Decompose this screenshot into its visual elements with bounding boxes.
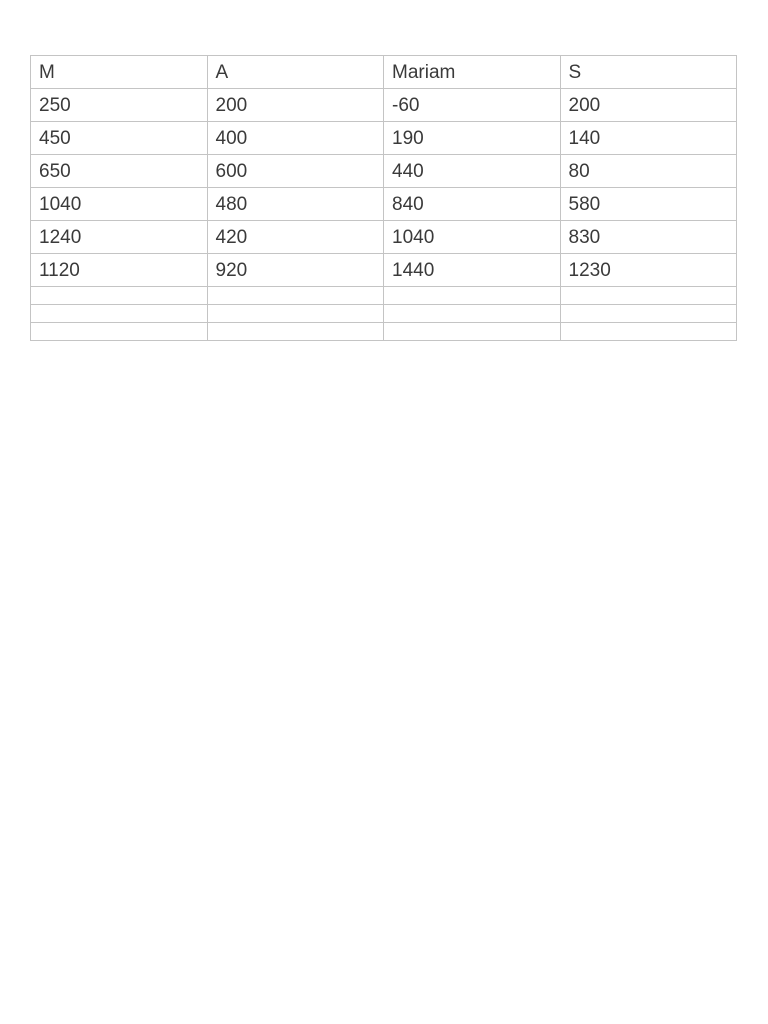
empty-table-cell[interactable] bbox=[31, 287, 208, 305]
table-cell[interactable]: 200 bbox=[207, 89, 384, 122]
table-row bbox=[31, 221, 737, 254]
empty-table-cell[interactable] bbox=[560, 287, 737, 305]
table-row bbox=[31, 122, 737, 155]
table-header-cell-s[interactable]: S bbox=[560, 56, 737, 89]
table-row bbox=[31, 89, 737, 122]
table-cell[interactable]: 840 bbox=[384, 188, 561, 221]
table-header-row bbox=[31, 56, 737, 89]
table-cell[interactable]: 480 bbox=[207, 188, 384, 221]
table-cell[interactable]: -60 bbox=[384, 89, 561, 122]
table-header-cell-m[interactable]: M bbox=[31, 56, 208, 89]
empty-table-cell[interactable] bbox=[384, 323, 561, 341]
table-cell[interactable]: 1120 bbox=[31, 254, 208, 287]
table-cell[interactable]: 1240 bbox=[31, 221, 208, 254]
table-cell[interactable]: 250 bbox=[31, 89, 208, 122]
table-cell[interactable]: 1040 bbox=[384, 221, 561, 254]
table-row bbox=[31, 188, 737, 221]
table-cell[interactable]: 80 bbox=[560, 155, 737, 188]
empty-table-cell[interactable] bbox=[384, 287, 561, 305]
empty-table-row bbox=[31, 323, 737, 341]
table-cell[interactable]: 1040 bbox=[31, 188, 208, 221]
table-cell[interactable]: 440 bbox=[384, 155, 561, 188]
table-cell[interactable]: 1230 bbox=[560, 254, 737, 287]
empty-table-cell[interactable] bbox=[560, 305, 737, 323]
empty-table-cell[interactable] bbox=[384, 305, 561, 323]
empty-table-cell[interactable] bbox=[207, 305, 384, 323]
empty-table-cell[interactable] bbox=[31, 323, 208, 341]
table-cell[interactable]: 580 bbox=[560, 188, 737, 221]
empty-table-cell[interactable] bbox=[207, 323, 384, 341]
table-header-cell-a[interactable]: A bbox=[207, 56, 384, 89]
table-cell[interactable]: 1440 bbox=[384, 254, 561, 287]
table-cell[interactable]: 190 bbox=[384, 122, 561, 155]
table-cell[interactable]: 140 bbox=[560, 122, 737, 155]
table-header-cell-mariam[interactable]: Mariam bbox=[384, 56, 561, 89]
table-cell[interactable]: 650 bbox=[31, 155, 208, 188]
table-row bbox=[31, 254, 737, 287]
table-cell[interactable]: 400 bbox=[207, 122, 384, 155]
table-cell[interactable]: 600 bbox=[207, 155, 384, 188]
table-cell[interactable]: 200 bbox=[560, 89, 737, 122]
empty-table-row bbox=[31, 287, 737, 305]
table-cell[interactable]: 920 bbox=[207, 254, 384, 287]
table-row bbox=[31, 155, 737, 188]
table-cell[interactable]: 830 bbox=[560, 221, 737, 254]
empty-table-cell[interactable] bbox=[207, 287, 384, 305]
table-cell[interactable]: 420 bbox=[207, 221, 384, 254]
empty-table-row bbox=[31, 305, 737, 323]
data-table bbox=[30, 55, 737, 341]
empty-table-cell[interactable] bbox=[31, 305, 208, 323]
document-page bbox=[30, 55, 737, 341]
empty-table-cell[interactable] bbox=[560, 323, 737, 341]
table-cell[interactable]: 450 bbox=[31, 122, 208, 155]
